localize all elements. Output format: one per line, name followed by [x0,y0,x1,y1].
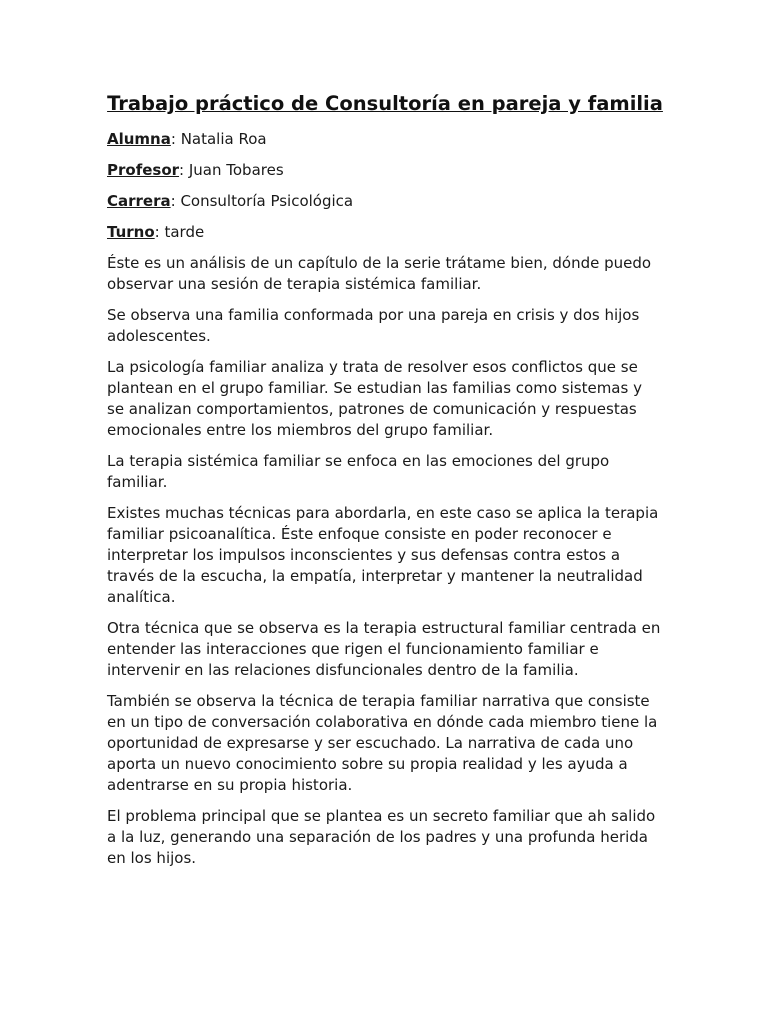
document-page [107,90,663,879]
field-alumna [107,129,663,150]
field-value-carrera: : Consultoría Psicológica [170,192,354,210]
field-label-turno: Turno [107,223,155,241]
paragraph: Se observa una familia conformada por una pareja en crisis y dos hijos adolescentes. [107,306,640,345]
field-value-alumna: : Natalia Roa [170,130,267,148]
field-turno [107,222,663,243]
paragraph: Existes muchas técnicas para abordarla, en este caso se aplica la terapia familiar psicoanalítica. Éste enfoque consiste en poder reconocer e interpretar los impulsos inconscientes y sus defensas contra estos a través de la escucha, la empatía, interpretar y mantener la neutralidad analítica. [107,504,659,606]
document-title: Trabajo práctico de Consultoría en pareja y familia [107,92,663,115]
field-value-profesor: : Juan Tobares [179,161,284,179]
paragraph: La psicología familiar analiza y trata de resolver esos conflictos que se plantean en el grupo familiar. Se estudian las familias como sistemas y se analizan comportamientos, patrones de comunicación y respuestas emocionales entre los miembros del grupo familiar. [107,358,642,439]
paragraph: Éste es un análisis de un capítulo de la serie trátame bien, dónde puedo observar una sesión de terapia sistémica familiar. [107,254,652,293]
paragraph: Otra técnica que se observa es la terapia estructural familiar centrada en entender las interacciones que rigen el funcionamiento familiar e intervenir en las relaciones disfuncionales dentro de la familia. [107,619,661,679]
field-label-profesor: Profesor [107,161,180,179]
paragraph: También se observa la técnica de terapia familiar narrativa que consiste en un tipo de conversación colaborativa en dónde cada miembro tiene la oportunidad de expresarse y ser escuchado. La narrativa de cada uno aporta un nuevo conocimiento sobre su propia realidad y les ayuda a adentrarse en su propia historia. [107,692,658,794]
field-label-alumna: Alumna [107,130,171,148]
field-profesor [107,160,663,181]
paragraph: La terapia sistémica familiar se enfoca en las emociones del grupo familiar. [107,452,610,491]
field-carrera [107,191,663,212]
paragraph: El problema principal que se plantea es un secreto familiar que ah salido a la luz, generando una separación de los padres y una profunda herida en los hijos. [107,807,656,867]
field-label-carrera: Carrera [107,192,171,210]
field-value-turno: : tarde [154,223,205,241]
